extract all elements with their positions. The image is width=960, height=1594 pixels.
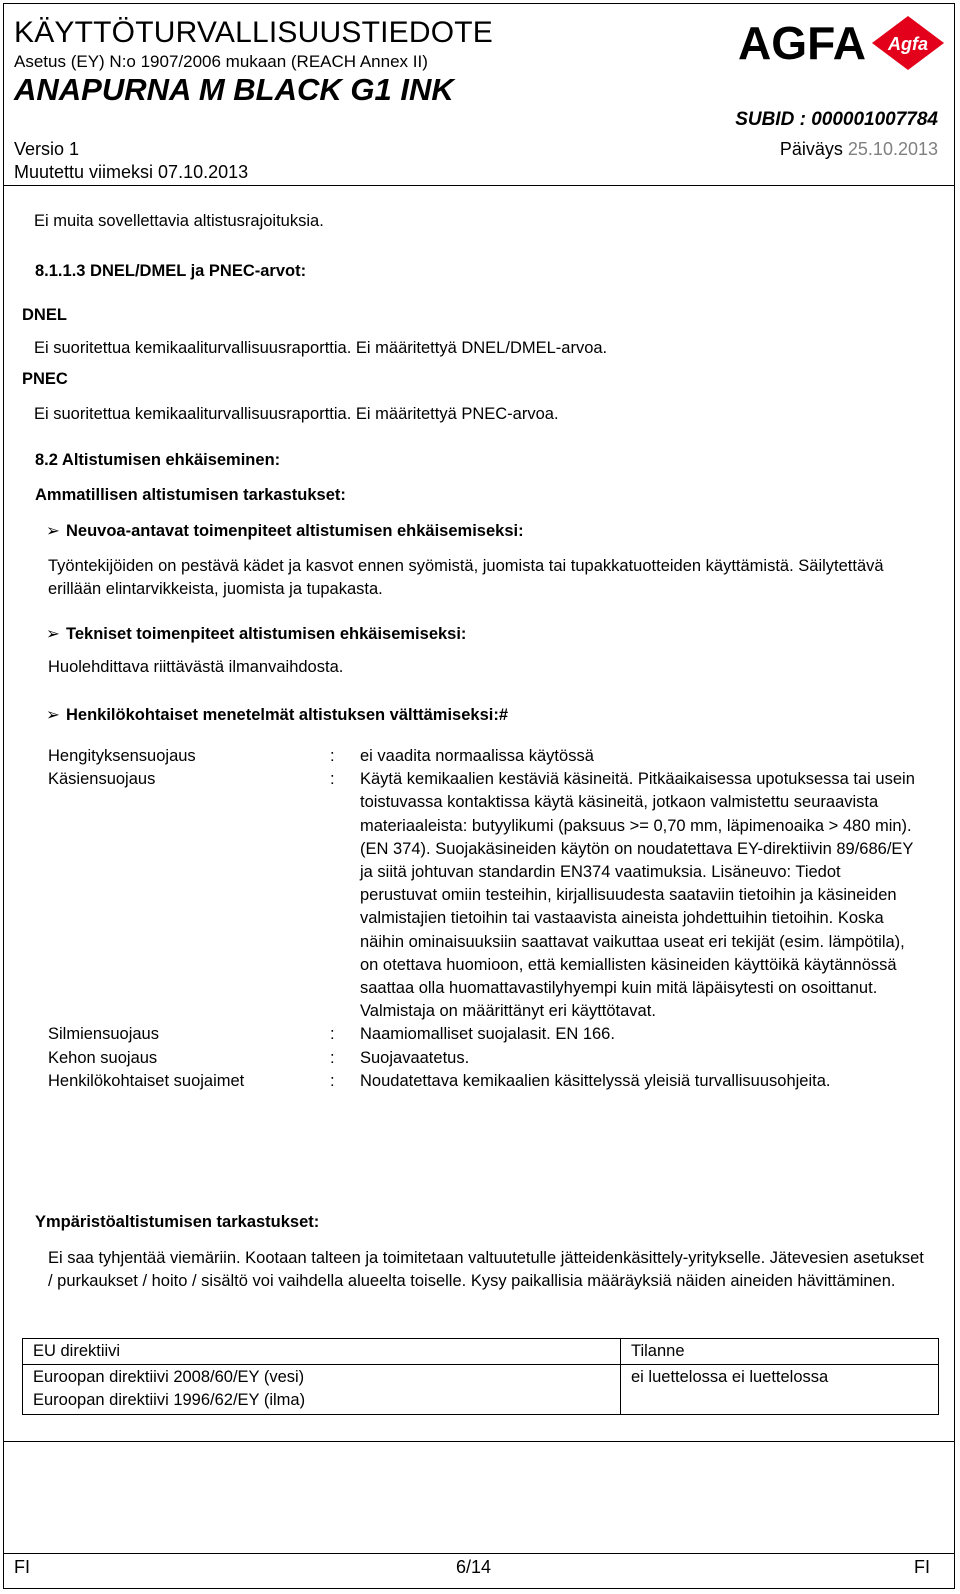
version: Versio 1 xyxy=(14,139,80,159)
dnel-text: Ei suoritettua kemikaaliturvallisuusraporttia. Ei määritettyä DNEL/DMEL-arvoa. xyxy=(34,339,608,357)
no-restrictions-text: Ei muita sovellettavia altistusrajoituksia. xyxy=(34,212,324,230)
ppe-value: Noudatettava kemikaalien käsittelyssä yleisiä turvallisuusohjeita. xyxy=(360,1071,831,1090)
arrow-bullet-icon: ➢ xyxy=(46,625,60,643)
pnec-label: PNEC xyxy=(22,370,68,388)
eu-directive-header: EU direktiivi xyxy=(23,1339,621,1365)
technical-text: Huolehdittava riittävästä ilmanvaihdosta. xyxy=(48,658,344,676)
advice-text: Työntekijöiden on pestävä kädet ja kasvot ennen syömistä, juomista tai tupakkatuotteiden käyttämistä. Säilytettävä erillään elintarvikkeista, juomista ja tupakasta. xyxy=(48,557,884,598)
ppe-colon: : xyxy=(330,1025,335,1044)
environmental-text: Ei saa tyhjentää viemäriin. Kootaan talteen ja toimitetaan valtuutetulle jätteidenkäsittely-yritykselle. Jätevesien asetukset / purkaukset / hoito / sisältö voi vaihdella alueelta toiselle. Kysy paikallisia määräyksiä näiden aineiden hävittäminen. xyxy=(48,1249,924,1290)
ppe-label: Kehon suojaus xyxy=(48,1048,158,1067)
footer-divider xyxy=(3,1553,955,1554)
table-row xyxy=(48,745,922,768)
footer-language-left: FI xyxy=(14,1557,30,1577)
ppe-colon: : xyxy=(330,1071,335,1090)
product-name: ANAPURNA M BLACK G1 INK xyxy=(14,72,454,107)
issue-date xyxy=(780,139,938,160)
advice-heading: ➢ Neuvoa-antavat toimenpiteet altistumisen ehkäisemiseksi: xyxy=(46,522,524,540)
directive-cell: Euroopan direktiivi 2008/60/EY (vesi) Euroopan direktiivi 1996/62/EY (ilma) xyxy=(23,1365,621,1415)
section-8-2-heading: 8.2 Altistumisen ehkäiseminen: xyxy=(35,451,281,469)
subid: SUBID : 000001007784 xyxy=(735,109,938,130)
ppe-colon: : xyxy=(330,770,335,789)
footer-language-right: FI xyxy=(914,1557,930,1577)
ppe-value: ei vaadita normaalissa käytössä xyxy=(360,747,594,765)
ppe-colon: : xyxy=(330,747,335,765)
ppe-label: Henkilökohtaiset suojaimet xyxy=(48,1071,245,1090)
ppe-label: Hengityksensuojaus xyxy=(48,747,196,765)
footer-divider xyxy=(3,1441,955,1442)
header-divider xyxy=(3,185,955,186)
table-row xyxy=(48,1047,922,1070)
personal-heading: ➢ Henkilökohtaiset menetelmät altistuksen välttämiseksi:# xyxy=(46,706,509,724)
table-row xyxy=(48,1023,922,1046)
document-title: KÄYTTÖTURVALLISUUSTIEDOTE xyxy=(14,16,493,49)
ppe-value: Käytä kemikaalien kestäviä käsineitä. Pitkäaikaisessa upotuksessa tai usein toistuvassa kontaktissa käytä käsineitä, jotkaon valmistettu seuraavista materiaaleista: butyylikumi (paksuus >= 0,70 mm, läpimenoaika > 480 min). (EN 374). Suojakäsineiden käytön on noudatettava EY-direktiivin 89/686/EY ja siitä johtuvan standardin EN374 vaatimuksia. Lisäneuvo: Tiedot perustuvat omiin testeihin, kirjallisuudesta saataviin tietoihin ja käsineiden valmistajien tietoihin tai vastaavista aineista johdettuihin tietoihin. Koska näihin ominaisuuksiin saattavat vaikuttaa useat eri tekijät (esim. lämpötila), on otettava huomioon, että kemiallisten käsineiden käyttöikä käytännössä saattaa olla huomattavastilyhyempi kuin mitä läpäisytesti on osoittanut. Valmistaja on määrittänyt eri käyttötavat. xyxy=(360,770,915,1021)
environmental-heading: Ympäristöaltistumisen tarkastukset: xyxy=(35,1213,320,1231)
technical-heading: ➢ Tekniset toimenpiteet altistumisen ehkäisemiseksi: xyxy=(46,625,467,643)
issue-date-value: 25.10.2013 xyxy=(847,139,938,159)
ppe-value: Suojavaatetus. xyxy=(360,1048,470,1067)
ppe-colon: : xyxy=(330,1048,335,1067)
arrow-bullet-icon: ➢ xyxy=(46,706,60,724)
arrow-bullet-icon: ➢ xyxy=(46,522,60,540)
dnel-pnec-heading: 8.1.1.3 DNEL/DMEL ja PNEC-arvot: xyxy=(35,262,307,280)
ppe-value: Naamiomalliset suojalasit. EN 166. xyxy=(360,1025,615,1044)
agfa-logo-wordmark: AGFA xyxy=(738,17,866,69)
agfa-badge-icon xyxy=(872,16,944,70)
table-row xyxy=(23,1339,939,1365)
status-cell: ei luettelossa ei luettelossa xyxy=(621,1365,939,1415)
dnel-label: DNEL xyxy=(22,306,67,324)
status-header: Tilanne xyxy=(621,1339,939,1365)
table-row xyxy=(48,768,922,1023)
occupational-heading: Ammatillisen altistumisen tarkastukset: xyxy=(35,486,346,504)
table-row xyxy=(48,1070,922,1093)
agfa-logo xyxy=(738,12,950,74)
ppe-label: Silmiensuojaus xyxy=(48,1025,159,1044)
pnec-text: Ei suoritettua kemikaaliturvallisuusraporttia. Ei määritettyä PNEC-arvoa. xyxy=(34,405,559,423)
last-modified: Muutettu viimeksi 07.10.2013 xyxy=(14,162,249,182)
ppe-table xyxy=(48,745,922,1093)
ppe-label: Käsiensuojaus xyxy=(48,770,156,789)
table-row xyxy=(23,1365,939,1415)
regulation-subtitle: Asetus (EY) N:o 1907/2006 mukaan (REACH Annex II) xyxy=(14,52,428,71)
svg-text:Agfa: Agfa xyxy=(888,34,928,54)
eu-directive-table xyxy=(22,1338,939,1415)
issue-date-label: Päiväys xyxy=(779,139,843,159)
page-number: 6/14 xyxy=(456,1557,492,1577)
